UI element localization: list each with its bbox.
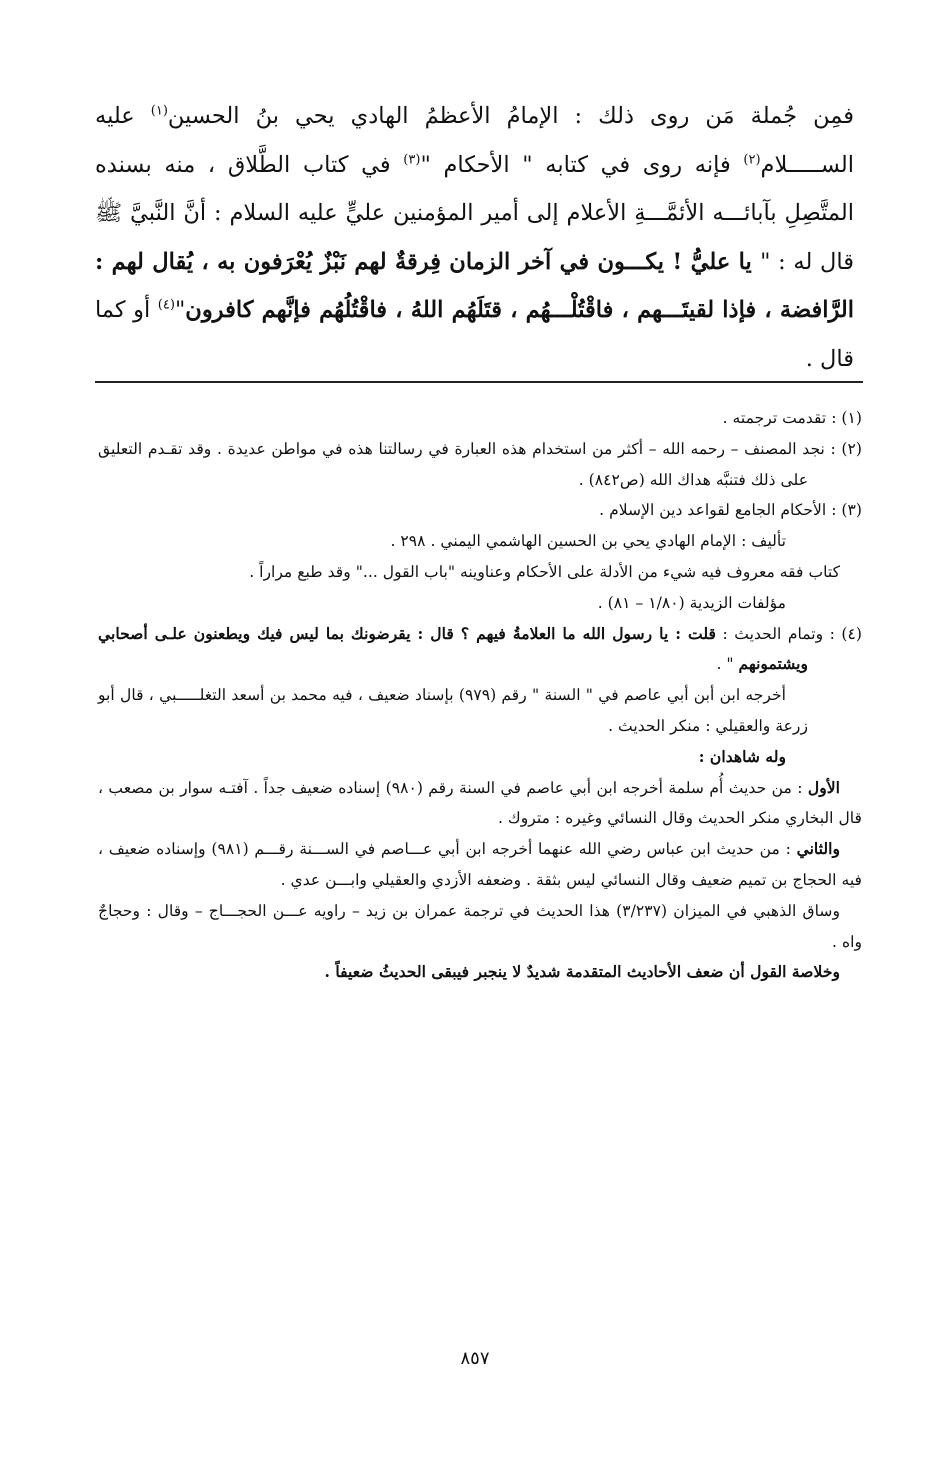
footnote-2: (٢) : نجد المصنف – رحمه الله – أكثر من استخدام هذه العبارة في رسالتنا هذه في مواطن عديدة . وقد تقـدم التعليق على ذلك فتنبَّه هداك الله (ص٨٤٢) . <box>98 439 862 489</box>
footnote-4-takhrij: أخرجه ابن أبن أبي عاصم في " السنة " رقم (٩٧٩) بإسناد ضعيف ، فيه محمد بن أسعد التغلـــــبي ، قال أبو زرعة والعقيلي : منكر الحديث . <box>98 686 808 735</box>
first-witness-label: الأول <box>807 777 841 797</box>
conclusion: وخلاصة القول أن ضعف الأحاديث المتقدمة شديدٌ لا ينجبر فيبقى الحديثُ ضعيفاً . <box>324 962 840 982</box>
footnote-marker-4[interactable]: (٤) <box>157 297 175 313</box>
second-witness-text: : من حديث ابن عباس رضي الله عنهما أخرجه ابن أبي عـــاصم في الســـنة رقـــم (٩٨١) وإسناده ضعيف ، فيه الحجاج بن تميم ضعيف وقال النسائي ليس بثقة . وضعفه الأزدي والعقيلي وابـــن عدي . <box>98 840 862 889</box>
main-paragraph <box>95 92 854 383</box>
main-text-part: أو كما قال . <box>95 297 854 372</box>
footnote-4-hadith: قلت : يا رسول الله ما العلامةُ فيهم ؟ قال : يقرضونك بما ليس فيك ويطعنون علـى أصحابي ويشتمونهم <box>98 623 808 674</box>
footnote-marker-1[interactable]: (١) <box>150 103 168 119</box>
second-witness-label: والثاني <box>796 839 840 859</box>
footnotes <box>98 403 862 988</box>
hadith-text: يا عليُّ ! يكـــون في آخر الزمان فِرقةٌ لهم نَبْزٌ يُعْرَفون به ، يُقال لهم : الرَّافضة ، فإذا لقيتَـــهم ، فاقْتُلْـــهُم ، قتَلَهُم اللهُ ، فاقْتُلُهُم فإنَّهم كافرون <box>95 248 854 323</box>
closing-quote: " <box>174 297 186 323</box>
footnote-1: (١) : تقدمت ترجمته . <box>722 409 862 427</box>
second-witness <box>98 834 862 896</box>
main-text-part: فمِن جُملة مَن روى ذلك : الإمامُ الأعظمُ الهادي يحي بنُ الحسين <box>167 103 854 129</box>
footnote-4-prefix: (٤) : وتمام الحديث : <box>715 624 862 643</box>
first-witness-text: : من حديث أُم سلمة أخرجه ابن أبي عاصم في السنة رقم (٩٨٠) إسناده ضعيف جداً . آفتـه سوار بن مصعب ، قال البخاري منكر الحديث وقال النسائي وغيره : متروك . <box>98 778 862 828</box>
footnote-3-author: تأليف : الإمام الهادي يحي بن الحسين الهاشمي اليمني . ٢٩٨ . <box>390 532 786 551</box>
main-text-part: في كتاب الطَّلاق ، منه بسنده المتَّصِلِ بآبائـــه الأئمَّـــةِ الأعلام إلى أمير المؤمنين عليٍّ عليه السلام : أنَّ النَّبيَّ ﷺ قال له : " <box>95 151 854 275</box>
footnote-3-title: (٣) : الأحكام الجامع لقواعد دين الإسلام . <box>599 501 862 520</box>
footnote-4 <box>98 619 862 681</box>
main-text-part: فإنه روى في كتابه " الأحكام " <box>420 151 744 178</box>
footnote-3-reference: مؤلفات الزيدية (١/٨٠ – ٨١) . <box>597 593 786 612</box>
page-number: ٨٥٧ <box>460 1348 490 1369</box>
footnote-4-suffix: " . <box>716 655 739 674</box>
dhahabi-note: وساق الذهبي في الميزان (٣/٢٣٧) هذا الحديث في ترجمة عمران بن زيد – راويه عـــن الحجـــاج – وقال : وحجاجٌ واه . <box>98 901 862 951</box>
first-witness <box>98 773 862 835</box>
main-text-part: عليه الســـــلام <box>95 103 855 178</box>
footnote-separator <box>95 381 863 383</box>
main-text <box>95 92 854 383</box>
footnote-3-description: كتاب فقه معروف فيه شيء من الأدلة على الأحكام وعناوينه "باب القول ..." وقد طبع مراراً . <box>249 562 840 581</box>
shawahid-heading: وله شاهدان : <box>698 746 786 766</box>
footnote-marker-2[interactable]: (٢) <box>743 152 761 167</box>
footnote-marker-3[interactable]: (٣) <box>403 152 421 167</box>
